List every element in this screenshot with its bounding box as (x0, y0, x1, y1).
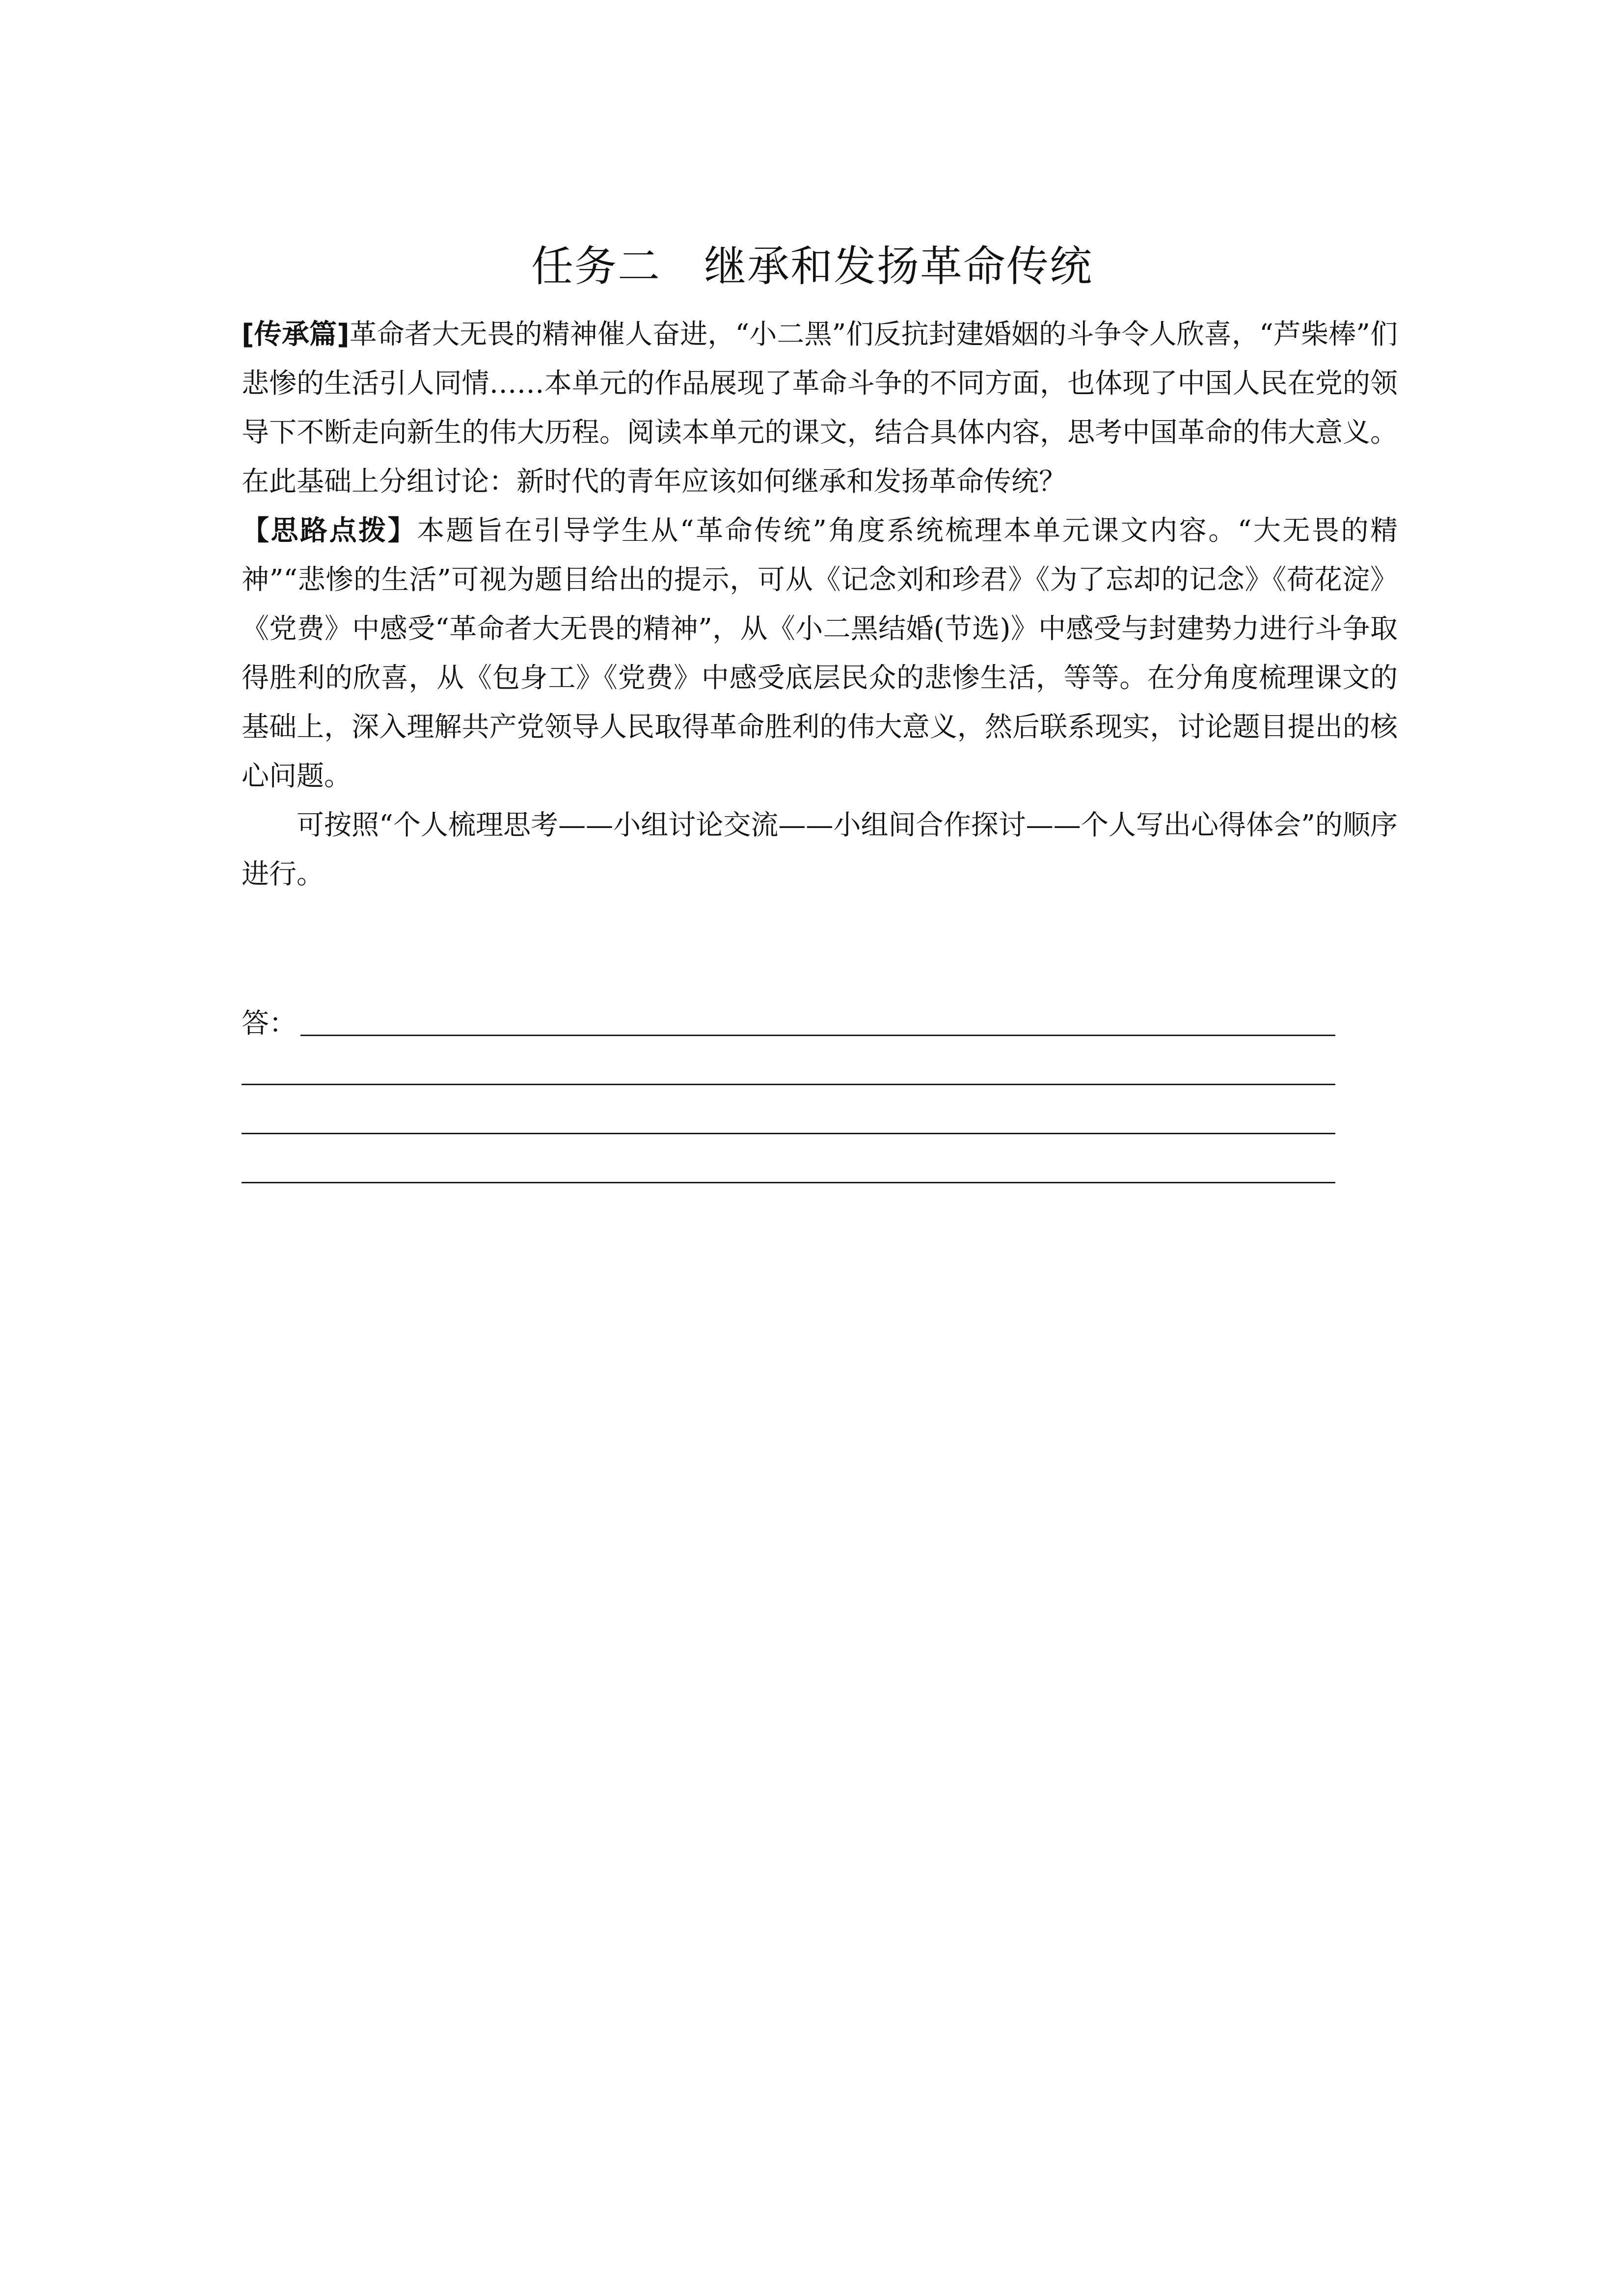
answer-area[interactable] (242, 999, 1335, 1196)
answer-row[interactable] (242, 1097, 1335, 1147)
content-body (242, 310, 1398, 899)
tip-steps-paragraph: 可按照“个人梳理思考——小组讨论交流——小组间合作探讨——个人写出心得体会”的顺序进行。 (242, 809, 1398, 890)
task-paragraph (242, 310, 1398, 507)
answer-line[interactable] (242, 1182, 1335, 1183)
answer-line[interactable] (242, 1084, 1335, 1085)
tip-tag: 【思路点拨】 (242, 515, 417, 547)
task-tag: [传承篇] (242, 319, 350, 350)
tip-text: 本题旨在引导学生从“革命传统”角度系统梳理本单元课文内容。“大无畏的精神”“悲惨的生活”可视为题目给出的提示，可从《记念刘和珍君》《为了忘却的记念》《荷花淀》《党费》中感受“革命者大无畏的精神”，从《小二黑结婚(节选)》中感受与封建势力进行斗争取得胜利的欣喜，从《包身工》《党费》中感受底层民众的悲惨生活，等等。在分角度梳理课文的基础上，深入理解共产党领导人民取得革命胜利的伟大意义，然后联系现实，讨论题目提出的核心问题。 (242, 515, 1398, 792)
answer-label: 答： (242, 1008, 297, 1040)
answer-row[interactable] (242, 1147, 1335, 1196)
answer-line[interactable] (300, 1035, 1335, 1036)
answer-row[interactable] (242, 1048, 1335, 1097)
answer-row-first[interactable] (242, 999, 1335, 1048)
task-text: 革命者大无畏的精神催人奋进，“小二黑”们反抗封建婚姻的斗争令人欣喜，“芦柴棒”们悲惨的生活引人同情……本单元的作品展现了革命斗争的不同方面，也体现了中国人民在党的领导下不断走向新生的伟大历程。阅读本单元的课文，结合具体内容，思考中国革命的伟大意义。在此基础上分组讨论：新时代的青年应该如何继承和发扬革命传统？ (242, 319, 1398, 498)
tip-paragraph (242, 507, 1398, 801)
page-title: 任务二 继承和发扬革命传统 (531, 241, 1093, 291)
answer-line[interactable] (242, 1133, 1335, 1134)
